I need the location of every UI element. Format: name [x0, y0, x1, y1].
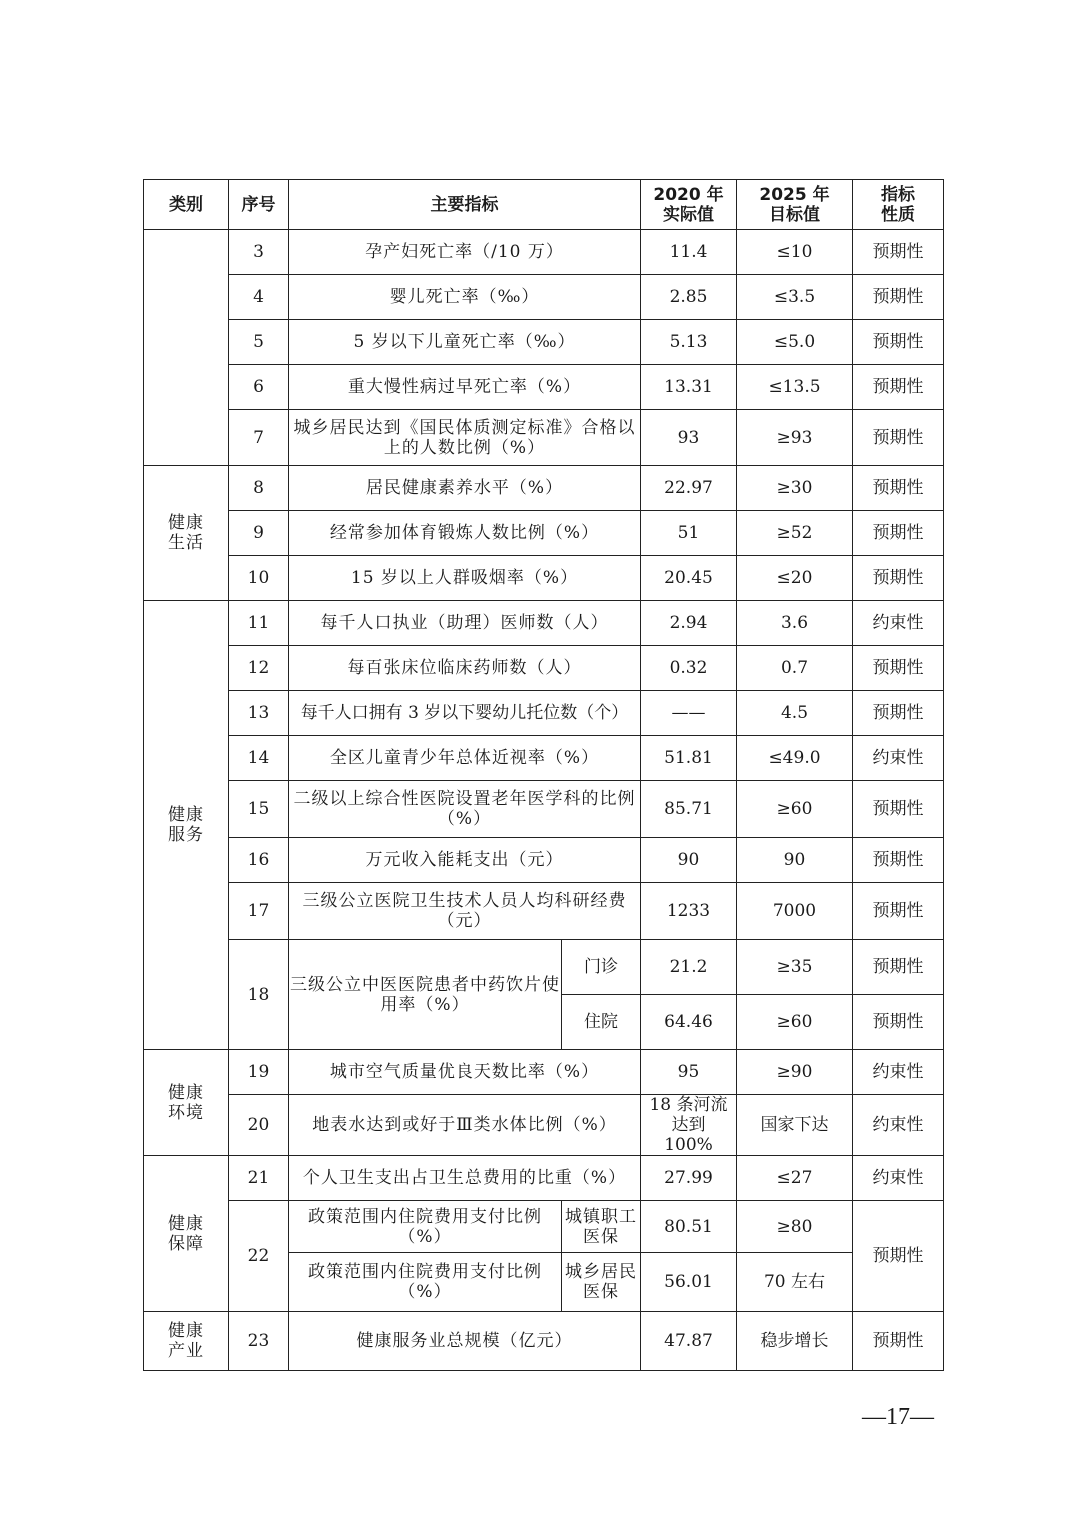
target-cell: ≤20 [737, 556, 853, 601]
target-cell: ≥90 [737, 1050, 853, 1095]
actual-cell: 13.31 [641, 365, 737, 410]
table-row [144, 781, 944, 838]
nature-cell: 预期性 [853, 511, 944, 556]
target-cell: ≥60 [737, 995, 853, 1050]
table-row [144, 1050, 944, 1095]
actual-cell: 11.4 [641, 230, 737, 275]
sub-label-cell: 住院 [562, 995, 641, 1050]
indicator-cell: 城市空气质量优良天数比率（%） [289, 1050, 641, 1095]
nature-cell: 预期性 [853, 365, 944, 410]
table-row [144, 736, 944, 781]
seq-cell: 12 [229, 646, 289, 691]
nature-cell: 预期性 [853, 995, 944, 1050]
nature-cell: 约束性 [853, 1095, 944, 1156]
seq-cell: 14 [229, 736, 289, 781]
seq-cell: 8 [229, 466, 289, 511]
indicators-table [143, 179, 944, 1371]
seq-cell: 15 [229, 781, 289, 838]
seq-cell: 11 [229, 601, 289, 646]
category-cell-security: 健康 保障 [144, 1156, 229, 1312]
table-row [144, 601, 944, 646]
indicator-cell: 5 岁以下儿童死亡率（‰） [289, 320, 641, 365]
seq-cell: 3 [229, 230, 289, 275]
indicator-cell: 全区儿童青少年总体近视率（%） [289, 736, 641, 781]
indicator-cell: 经常参加体育锻炼人数比例（%） [289, 511, 641, 556]
actual-cell: 90 [641, 838, 737, 883]
category-cell-industry: 健康 产业 [144, 1312, 229, 1371]
table-row [144, 1312, 944, 1371]
seq-cell: 7 [229, 410, 289, 466]
indicator-cell: 个人卫生支出占卫生总费用的比重（%） [289, 1156, 641, 1201]
indicator-cell: 15 岁以上人群吸烟率（%） [289, 556, 641, 601]
actual-cell: 21.2 [641, 940, 737, 995]
target-cell: ≥52 [737, 511, 853, 556]
target-cell: ≤13.5 [737, 365, 853, 410]
nature-cell: 预期性 [853, 466, 944, 511]
table-row [144, 275, 944, 320]
nature-cell: 约束性 [853, 601, 944, 646]
actual-cell: 95 [641, 1050, 737, 1095]
actual-cell: 47.87 [641, 1312, 737, 1371]
actual-cell: 64.46 [641, 995, 737, 1050]
indicator-cell: 每千人口执业（助理）医师数（人） [289, 601, 641, 646]
seq-cell: 19 [229, 1050, 289, 1095]
actual-cell: 1233 [641, 883, 737, 940]
indicator-cell: 政策范围内住院费用支付比例（%） [289, 1253, 562, 1312]
actual-cell: 5.13 [641, 320, 737, 365]
seq-cell: 20 [229, 1095, 289, 1156]
nature-cell: 预期性 [853, 230, 944, 275]
table-row [144, 511, 944, 556]
header-target-2025: 2025 年 目标值 [737, 180, 853, 230]
indicator-cell: 每千人口拥有 3 岁以下婴幼儿托位数（个） [289, 691, 641, 736]
actual-cell: 51 [641, 511, 737, 556]
nature-cell: 预期性 [853, 883, 944, 940]
header-indicator: 主要指标 [289, 180, 641, 230]
indicator-cell: 万元收入能耗支出（元） [289, 838, 641, 883]
target-cell: 稳步增长 [737, 1312, 853, 1371]
actual-cell: 20.45 [641, 556, 737, 601]
indicator-cell: 重大慢性病过早死亡率（%） [289, 365, 641, 410]
actual-cell: 56.01 [641, 1253, 737, 1312]
indicator-cell: 孕产妇死亡率（/10 万） [289, 230, 641, 275]
target-cell: 4.5 [737, 691, 853, 736]
actual-cell: 2.94 [641, 601, 737, 646]
indicator-cell: 居民健康素养水平（%） [289, 466, 641, 511]
header-actual-2020: 2020 年 实际值 [641, 180, 737, 230]
actual-cell: 93 [641, 410, 737, 466]
target-cell: 90 [737, 838, 853, 883]
actual-cell: 80.51 [641, 1201, 737, 1253]
actual-cell: 51.81 [641, 736, 737, 781]
table-row [144, 646, 944, 691]
table-row [144, 1156, 944, 1201]
actual-cell: —— [641, 691, 737, 736]
category-cell-life: 健康 生活 [144, 466, 229, 601]
seq-cell: 4 [229, 275, 289, 320]
indicator-cell: 健康服务业总规模（亿元） [289, 1312, 641, 1371]
seq-cell: 21 [229, 1156, 289, 1201]
target-cell: 国家下达 [737, 1095, 853, 1156]
actual-cell: 18 条河流达到 100% [641, 1095, 737, 1156]
indicator-cell: 每百张床位临床药师数（人） [289, 646, 641, 691]
indicator-cell: 三级公立中医医院患者中药饮片使用率（%） [289, 940, 562, 1050]
nature-cell: 预期性 [853, 781, 944, 838]
table-row [144, 365, 944, 410]
seq-cell: 17 [229, 883, 289, 940]
indicator-cell: 三级公立医院卫生技术人员人均科研经费（元） [289, 883, 641, 940]
table-row [144, 1201, 944, 1253]
table-row [144, 838, 944, 883]
indicator-cell: 城乡居民达到《国民体质测定标准》合格以上的人数比例（%） [289, 410, 641, 466]
nature-cell: 约束性 [853, 1156, 944, 1201]
header-nature: 指标 性质 [853, 180, 944, 230]
seq-cell: 16 [229, 838, 289, 883]
target-cell: ≤10 [737, 230, 853, 275]
indicator-cell: 地表水达到或好于Ⅲ类水体比例（%） [289, 1095, 641, 1156]
indicator-cell: 二级以上综合性医院设置老年医学科的比例（%） [289, 781, 641, 838]
target-cell: ≤5.0 [737, 320, 853, 365]
sub-label-cell: 城乡居民医保 [562, 1253, 641, 1312]
target-cell: ≥30 [737, 466, 853, 511]
nature-cell: 预期性 [853, 691, 944, 736]
target-cell: 70 左右 [737, 1253, 853, 1312]
sub-label-cell: 城镇职工医保 [562, 1201, 641, 1253]
nature-cell: 约束性 [853, 736, 944, 781]
actual-cell: 85.71 [641, 781, 737, 838]
nature-cell: 预期性 [853, 940, 944, 995]
nature-cell: 预期性 [853, 1201, 944, 1312]
nature-cell: 预期性 [853, 320, 944, 365]
target-cell: 7000 [737, 883, 853, 940]
nature-cell: 预期性 [853, 1312, 944, 1371]
table-row [144, 466, 944, 511]
seq-cell: 10 [229, 556, 289, 601]
header-category: 类别 [144, 180, 229, 230]
table-row [144, 556, 944, 601]
target-cell: ≤3.5 [737, 275, 853, 320]
table-row [144, 940, 944, 995]
header-seq: 序号 [229, 180, 289, 230]
table-row [144, 410, 944, 466]
seq-cell: 23 [229, 1312, 289, 1371]
nature-cell: 约束性 [853, 1050, 944, 1095]
seq-cell: 18 [229, 940, 289, 1050]
nature-cell: 预期性 [853, 838, 944, 883]
nature-cell: 预期性 [853, 646, 944, 691]
seq-cell: 13 [229, 691, 289, 736]
actual-cell: 2.85 [641, 275, 737, 320]
seq-cell: 9 [229, 511, 289, 556]
target-cell: ≤49.0 [737, 736, 853, 781]
category-cell-environment: 健康 环境 [144, 1050, 229, 1156]
sub-label-cell: 门诊 [562, 940, 641, 995]
actual-cell: 27.99 [641, 1156, 737, 1201]
seq-cell: 5 [229, 320, 289, 365]
target-cell: ≥80 [737, 1201, 853, 1253]
table-row [144, 691, 944, 736]
target-cell: ≥60 [737, 781, 853, 838]
target-cell: ≤27 [737, 1156, 853, 1201]
target-cell: 0.7 [737, 646, 853, 691]
nature-cell: 预期性 [853, 410, 944, 466]
category-cell-empty [144, 230, 229, 466]
seq-cell: 22 [229, 1201, 289, 1312]
table-row [144, 1095, 944, 1156]
target-cell: ≥35 [737, 940, 853, 995]
table-row [144, 320, 944, 365]
nature-cell: 预期性 [853, 556, 944, 601]
indicator-cell: 婴儿死亡率（‰） [289, 275, 641, 320]
category-cell-service: 健康 服务 [144, 601, 229, 1050]
table-row [144, 883, 944, 940]
actual-cell: 0.32 [641, 646, 737, 691]
seq-cell: 6 [229, 365, 289, 410]
page-number: —17— [862, 1404, 934, 1430]
header-row [144, 180, 944, 230]
target-cell: 3.6 [737, 601, 853, 646]
target-cell: ≥93 [737, 410, 853, 466]
nature-cell: 预期性 [853, 275, 944, 320]
indicator-cell: 政策范围内住院费用支付比例（%） [289, 1201, 562, 1253]
table-row [144, 230, 944, 275]
actual-cell: 22.97 [641, 466, 737, 511]
